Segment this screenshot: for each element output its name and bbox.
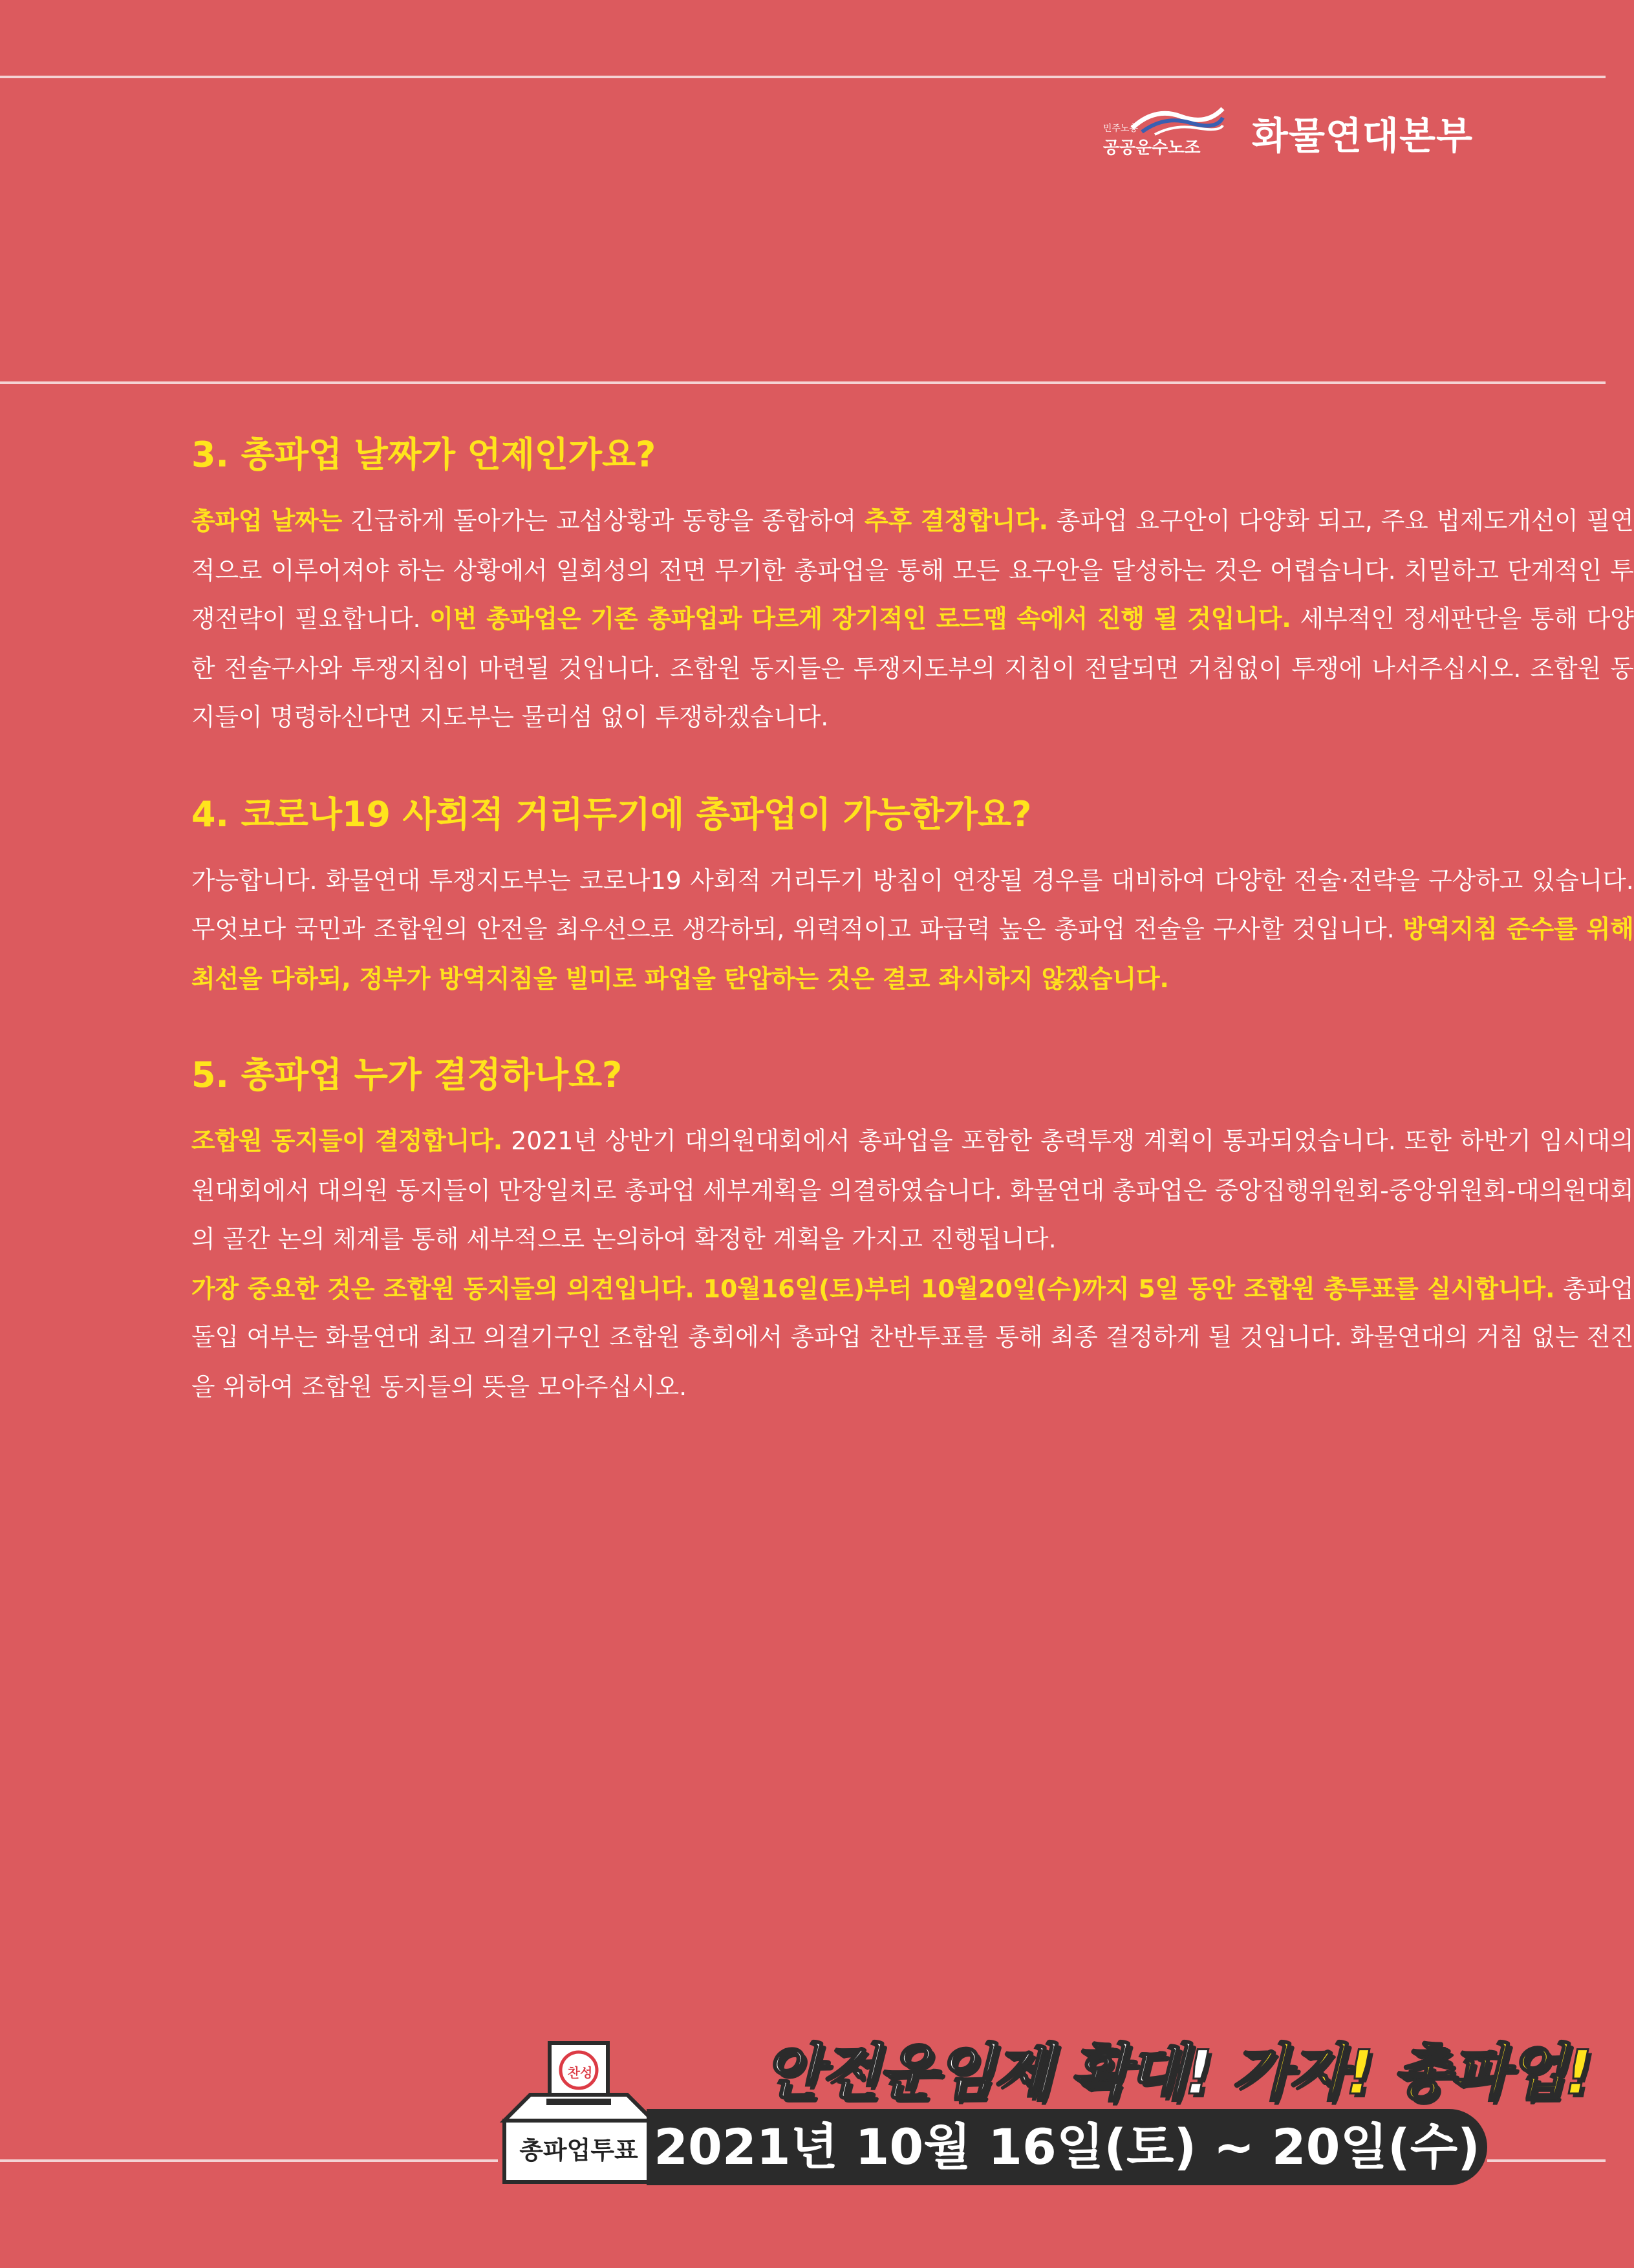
highlight-text: 조합원 동지들이 결정합니다. [191,1128,503,1157]
highlight-text: 추후 결정합니다. [864,508,1049,537]
union-logo [1103,103,1226,162]
faq-section-4 [191,786,1634,1005]
bottom-divider-right [1487,2159,1606,2162]
question-title: 3. 총파업 날짜가 언제인가요? [191,434,656,475]
highlight-text: 가장 중요한 것은 조합원 동지들의 의견입니다. 10월16일(토)부터 10월20일(수)까지 5일 동안 조합원 총투표를 실시합니다. [191,1275,1555,1304]
highlight-text: 방역지침 준수를 위해 최선을 다하되, 정부가 방역지침을 빌미로 파업을 탄압하는 것은 결코 좌시하지 않겠습니다. [191,915,1634,994]
answer-text [191,857,1634,1005]
body-text: 긴급하게 돌아가는 교섭상황과 동향을 종합하여 [342,508,865,537]
body-text: 총파업 요구안이 다양화 되고, 주요 법제도개선이 필연적으로 이루어져야 하는 상황에서 일회성의 전면 무기한 총파업을 통해 모든 요구안을 달성하는 것은 어렵습니다. 치밀하고 단계적인 투쟁전략이 필요합니다. [191,508,1634,635]
middle-divider [0,381,1606,384]
faq-content [191,427,1634,1455]
body-text: 총파업 돌입 여부는 화물연대 최고 의결기구인 조합원 총회에서 총파업 찬반투표를 통해 최종 결정하게 될 것입니다. 화물연대의 거침 없는 전진을 위하여 조합원 동지들의 뜻을 모아주십시오. [191,1275,1634,1402]
answer-text [191,1265,1634,1413]
department-name: 화물연대본부 [1251,114,1473,158]
union-wave-icon [1129,103,1226,136]
body-text: 가능합니다. 화물연대 투쟁지도부는 코로나19 사회적 거리두기 방침이 연장될 경우를 대비하여 다양한 전술·전략을 구상하고 있습니다. 무엇보다 국민과 조합원의 안전을 최우선으로 생각하되, 위력적이고 파급력 높은 총파업 전술을 구사할 것입니다. [191,866,1634,945]
body-text: 세부적인 정세판단을 통해 다양한 전술구사와 투쟁지침이 마련될 것입니다. 조합원 동지들은 투쟁지도부의 지침이 전달되면 거침없이 투쟁에 나서주십시오. 조합원 동지들이 명령하신다면 지도부는 물러섬 없이 투쟁하겠습니다. [191,606,1634,733]
slogan-part-yellow: 가자! 총파업! [1231,2038,1591,2108]
header-logo [1103,103,1473,162]
question-title: 4. 코로나19 사회적 거리두기에 총파업이 가능한가요? [191,793,1032,835]
ballot-box-icon [498,2037,660,2185]
vote-date-banner: 2021년 10월 16일(토) ~ 20일(수) [647,2109,1487,2185]
union-small-label: 민주노총 [1102,123,1138,134]
faq-section-3 [191,427,1634,744]
union-name: 공공운수노조 [1102,138,1201,158]
body-text: 2021년 상반기 대의원대회에서 총파업을 포함한 총력투쟁 계획이 통과되었습니다. 또한 하반기 임시대의원대회에서 대의원 동지들이 만장일치로 총파업 세부계획을 의결하였습니다. 화물연대 총파업은 중앙집행위원회-중앙위원회-대의원대회의 골간 논의 체계를 통해 세부적으로 논의하여 확정한 계획을 가지고 진행됩니다. [191,1128,1634,1255]
answer-text [191,498,1634,744]
slogan [763,2024,1591,2111]
faq-section-5 [191,1047,1634,1412]
top-divider [0,76,1606,78]
ballot-stamp-text: 찬성 [567,2065,593,2081]
answer-text [191,1118,1634,1265]
bottom-divider-left [0,2159,498,2162]
ballot-label: 총파업투표 [519,2136,638,2165]
slogan-part-white: 안전운임제 확대! [763,2038,1231,2108]
highlight-text: 총파업 날짜는 [191,508,343,537]
question-title: 5. 총파업 누가 결정하나요? [191,1054,623,1095]
highlight-text: 이번 총파업은 기존 총파업과 다르게 장기적인 로드맵 속에서 진행 될 것입니다. [429,606,1291,635]
